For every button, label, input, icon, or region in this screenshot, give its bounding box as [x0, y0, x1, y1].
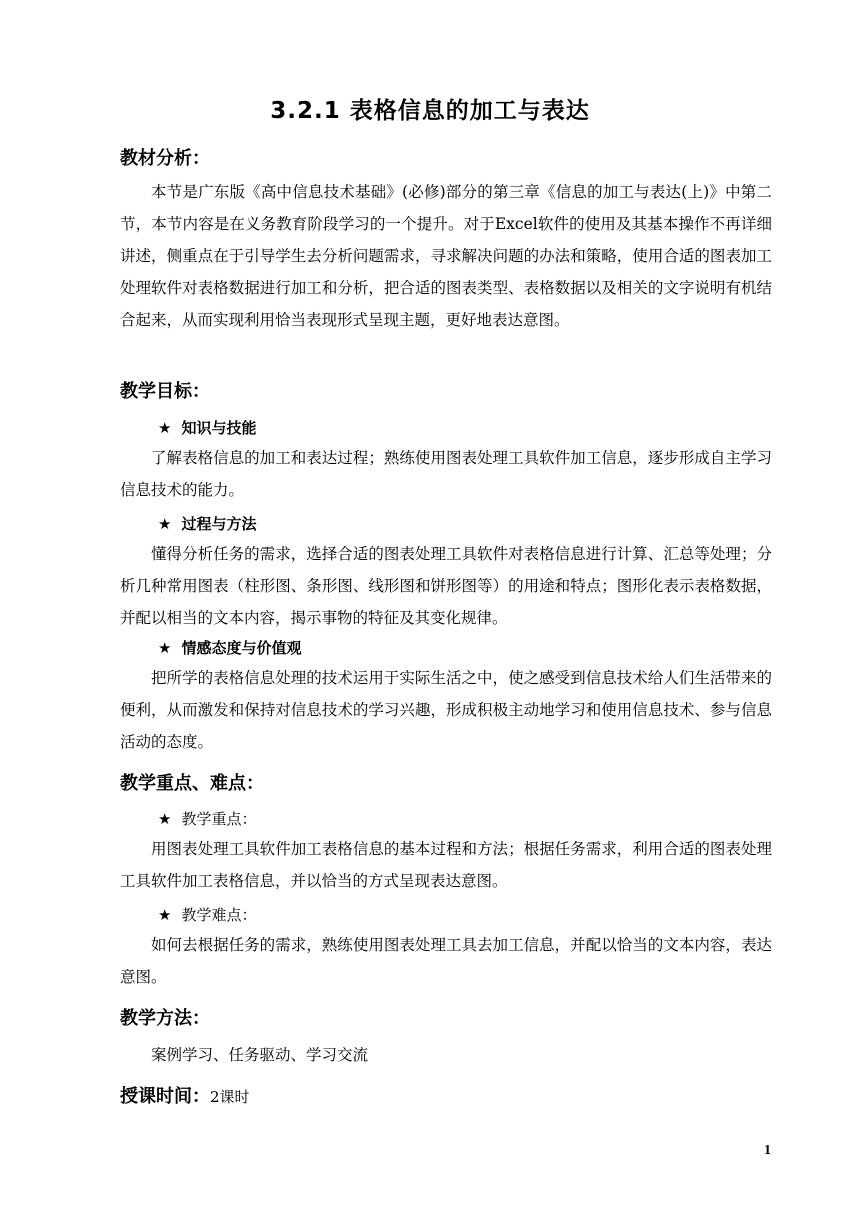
- goal-attitude-label: ★ 情感态度与价值观: [158, 639, 302, 657]
- heading-goals: 教学目标：: [120, 381, 210, 402]
- document-title: 3.2.1 表格信息的加工与表达: [270, 98, 590, 124]
- keypoint-difficulty-body: 如何去根据任务的需求，熟练使用图表处理工具去加工信息，并配以恰当的文本内容，表达意图。: [120, 936, 772, 986]
- heading-methods: 教学方法：: [120, 1008, 210, 1029]
- goal-knowledge-label: ★ 知识与技能: [158, 419, 257, 437]
- goal-attitude-body: 把所学的表格信息处理的技术运用于实际生活之中，使之感受到信息技术给人们生活带来的便利，从而激发和保持对信息技术的学习兴趣，形成积极主动地学习和使用信息技术、参与信息活动的态度。: [120, 669, 772, 751]
- keypoint-focus-body: 用图表处理工具软件加工表格信息的基本过程和方法；根据任务需求，利用合适的图表处理工具软件加工表格信息，并以恰当的方式呈现表达意图。: [120, 840, 772, 890]
- time-value: 2课时: [210, 1088, 250, 1106]
- keypoint-focus-label: ★ 教学重点：: [158, 810, 257, 828]
- heading-time: 授课时间：2课时: [120, 1086, 250, 1107]
- heading-keypoints: 教学重点、难点：: [120, 773, 264, 794]
- page-number: 1: [764, 1143, 771, 1158]
- methods-body: 案例学习、任务驱动、学习交流: [151, 1046, 369, 1064]
- goal-knowledge-body: 了解表格信息的加工和表达过程；熟练使用图表处理工具软件加工信息，逐步形成自主学习信息技术的能力。: [120, 449, 772, 499]
- goal-process-body: 懂得分析任务的需求，选择合适的图表处理工具软件对表格信息进行计算、汇总等处理；分析几种常用图表（柱形图、条形图、线形图和饼形图等）的用途和特点；图形化表示表格数据，并配以相当的文本内容，揭示事物的特征及其变化规律。: [120, 545, 772, 627]
- star-icon: ★: [158, 419, 172, 437]
- star-icon: ★: [158, 639, 172, 657]
- star-icon: ★: [158, 810, 172, 828]
- star-icon: ★: [158, 515, 172, 533]
- star-icon: ★: [158, 906, 172, 924]
- heading-analysis: 教材分析：: [120, 148, 210, 169]
- keypoint-difficulty-label: ★ 教学难点：: [158, 906, 257, 924]
- goal-process-label: ★ 过程与方法: [158, 515, 257, 533]
- analysis-body: 本节是广东版《高中信息技术基础》(必修)部分的第三章《信息的加工与表达(上)》中第二节，本节内容是在义务教育阶段学习的一个提升。对于Excel软件的使用及其基本操作不再详细讲述，侧重点在于引导学生去分析问题需求，寻求解决问题的办法和策略，使用合适的图表加工处理软件对表格数据进行加工和分析，把合适的图表类型、表格数据以及相关的文字说明有机结合起来，从而实现利用恰当表现形式呈现主题，更好地表达意图。: [120, 183, 772, 329]
